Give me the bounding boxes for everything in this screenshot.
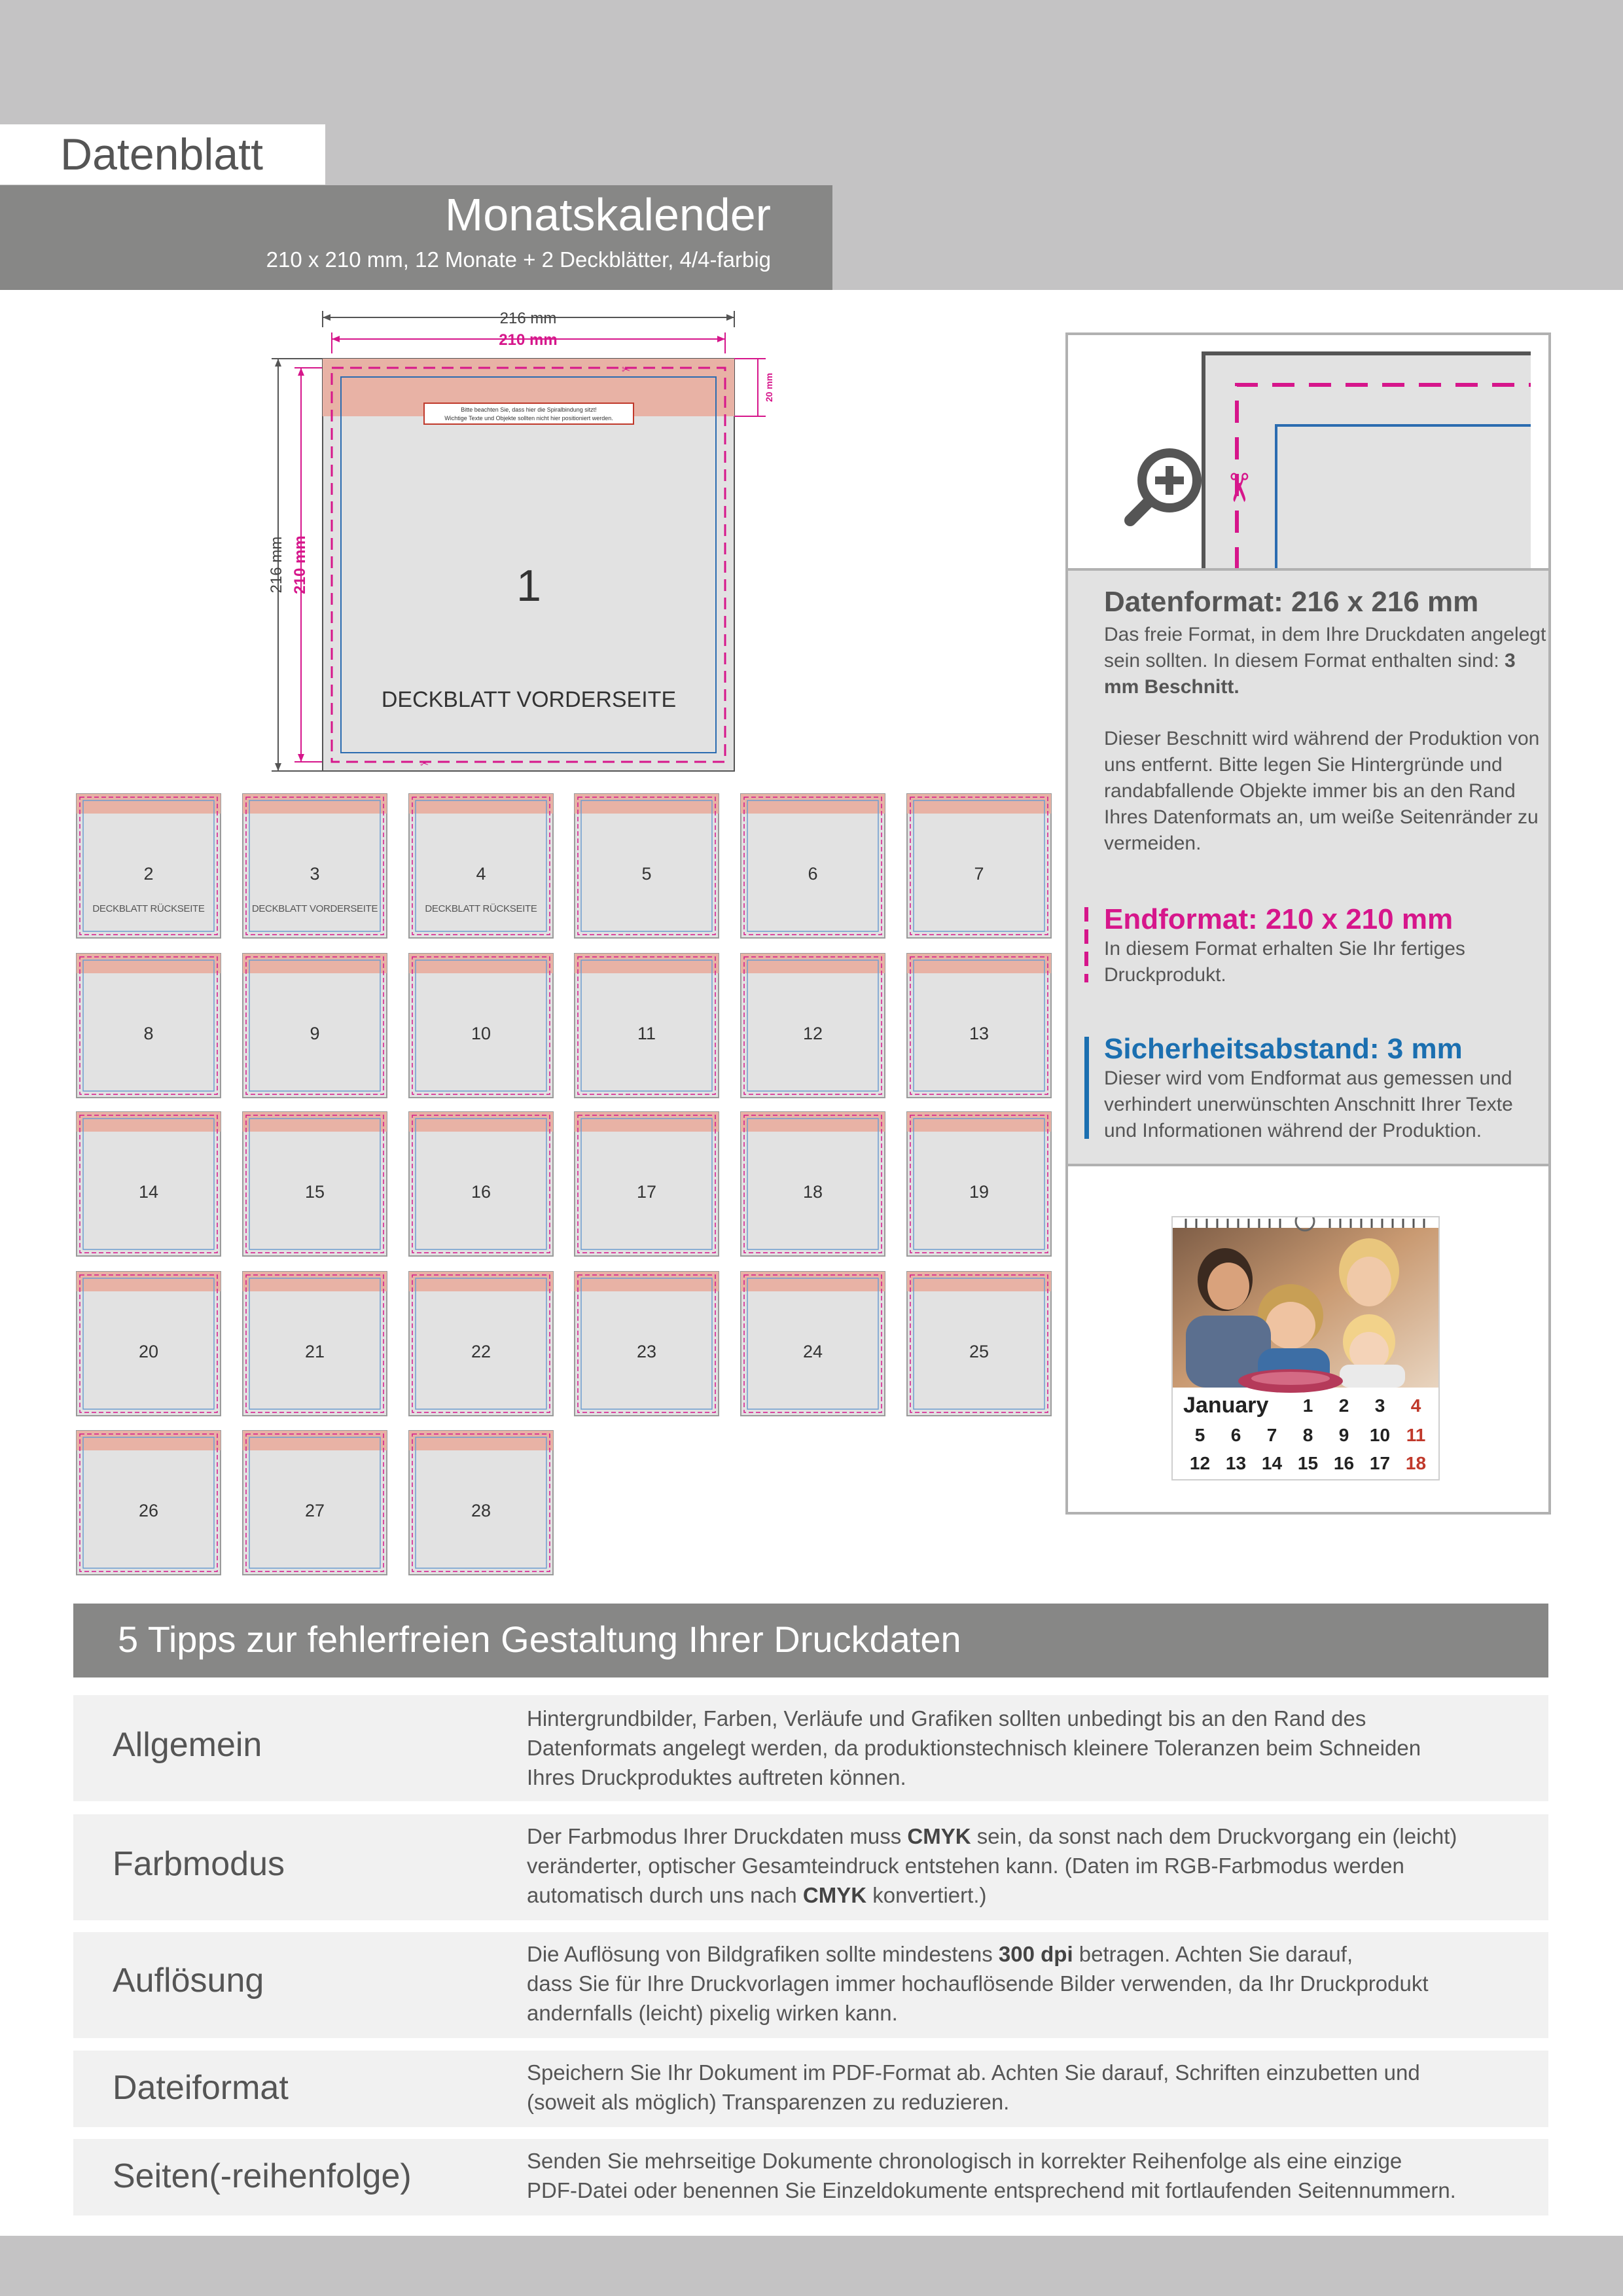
thumbnail-number: 6 — [808, 864, 818, 884]
tip-text: Die Auflösung von Bildgrafiken sollte mindestens 300 dpi betragen. Achten Sie darauf, dass Sie für Ihre Druckvorlagen immer hochauflösende Bilder verwenden, da Ihr Druckprodukt andernfalls (leicht) pixelig wirken kann. — [527, 1942, 1429, 2025]
calendar-day: 6 — [1230, 1425, 1241, 1445]
page-thumbnail — [242, 1271, 387, 1416]
page-thumbnail — [408, 1430, 554, 1575]
thumbnail-number: 4 — [476, 864, 486, 884]
thumbnail-number: 19 — [969, 1182, 990, 1202]
calendar-row — [1182, 1395, 1437, 1416]
inner-height-label: 210 mm — [291, 535, 309, 594]
page-number: 1 — [516, 561, 541, 611]
thumbnail-number: 17 — [636, 1182, 657, 1202]
thumbnail-number: 13 — [969, 1024, 990, 1043]
tip-label: Auflösung — [113, 1962, 264, 2000]
thumbnail-number: 14 — [138, 1182, 159, 1202]
page-subtitle: 210 x 210 mm, 12 Monate + 2 Deckblätter, 4/4-farbig — [266, 247, 771, 272]
thumbnail-caption: DECKBLATT VORDERSEITE — [251, 903, 378, 914]
page-thumbnail — [906, 1111, 1052, 1257]
calendar-day: 3 — [1374, 1395, 1385, 1416]
thumbnail-caption: DECKBLATT RÜCKSEITE — [92, 903, 205, 914]
calendar-day: 5 — [1194, 1425, 1205, 1445]
safety-marker — [1084, 1037, 1089, 1139]
calendar-month: January — [1183, 1393, 1269, 1418]
thumbnail-caption: DECKBLATT RÜCKSEITE — [425, 903, 537, 914]
thumbnail-number: 28 — [471, 1501, 491, 1520]
tip-label: Seiten(-reihenfolge) — [113, 2157, 412, 2195]
calendar-day: 15 — [1297, 1453, 1319, 1473]
calendar-day: 9 — [1338, 1425, 1349, 1445]
page-thumbnail — [740, 793, 885, 939]
outer-height-label: 216 mm — [268, 536, 285, 594]
page-thumbnail — [408, 1111, 554, 1257]
page-thumbnail — [242, 953, 387, 1098]
endformat-title: Endformat: 210 x 210 mm — [1104, 903, 1454, 935]
page-thumbnail — [740, 1111, 885, 1257]
inner-width-label: 210 mm — [499, 331, 558, 349]
thumbnail-number: 2 — [143, 864, 154, 884]
tip-label: Dateiformat — [113, 2069, 289, 2107]
page-thumbnail — [574, 1111, 719, 1257]
main-layout-diagram — [249, 308, 792, 779]
calendar-day: 10 — [1369, 1425, 1391, 1445]
outer-width-label: 216 mm — [499, 310, 557, 327]
calendar-day: 7 — [1266, 1425, 1277, 1445]
scissors-icon: ✂ — [622, 363, 631, 376]
thumbnail-number: 23 — [636, 1342, 657, 1361]
zoom-in-icon — [1130, 453, 1197, 520]
calendar-day: 13 — [1225, 1453, 1247, 1473]
thumbnail-number: 24 — [802, 1342, 823, 1361]
thumbnail-number: 20 — [138, 1342, 159, 1361]
page-thumbnail — [76, 953, 221, 1098]
calendar-day: 1 — [1302, 1395, 1313, 1416]
page-thumbnail — [574, 1271, 719, 1416]
page-thumbnail — [574, 953, 719, 1098]
binding-note-line2: Wichtige Texte und Objekte sollten nicht hier positioniert werden. — [444, 415, 613, 422]
binding-note-line1: Bitte beachten Sie, dass hier die Spiralbindung sitzt! — [461, 406, 597, 413]
tip-label: Farbmodus — [113, 1845, 285, 1883]
document-label: Datenblatt — [60, 130, 263, 179]
thumbnail-number: 21 — [304, 1342, 325, 1361]
datenformat-text-2: Dieser Beschnitt wird während der Produktion von uns entfernt. Bitte legen Sie Hintergründe und randabfallende Objekte immer bis an den Rand Ihres Datenformats an, um weiße Seitenränder zu vermeiden. — [1104, 728, 1540, 854]
page-thumbnail — [242, 1430, 387, 1575]
calendar-day: 17 — [1369, 1453, 1391, 1473]
tips-title: 5 Tipps zur fehlerfreien Gestaltung Ihrer Druckdaten — [118, 1619, 961, 1660]
thumbnail-number: 8 — [143, 1024, 154, 1043]
thumbnail-number: 25 — [969, 1342, 990, 1361]
tip-text: Senden Sie mehrseitige Dokumente chronologisch in korrekter Reihenfolge als eine einzige PDF-Datei oder benennen Sie Einzeldokumente entsprechend mit fortlaufenden Seitennummern. — [527, 2149, 1456, 2202]
page-title: Monatskalender — [444, 189, 771, 240]
thumbnail-number: 11 — [637, 1024, 656, 1043]
binding-label: 20 mm — [764, 372, 774, 403]
endformat-marker — [1084, 907, 1088, 982]
thumbnail-number: 22 — [471, 1342, 491, 1361]
calendar-day: 2 — [1338, 1395, 1349, 1416]
zoom-detail-graphic — [1068, 335, 1548, 569]
calendar-day: 11 — [1406, 1425, 1426, 1445]
datenformat-text: Das freie Format, in dem Ihre Druckdaten angelegt sein sollten. In diesem Format enthalten sind: 3 mm Beschnitt. — [1104, 624, 1546, 698]
page-thumbnail — [740, 953, 885, 1098]
calendar-day: 14 — [1261, 1453, 1283, 1473]
page-thumbnail — [906, 793, 1052, 939]
page-thumbnail — [740, 1271, 885, 1416]
thumbnail-number: 26 — [138, 1501, 159, 1520]
zoom-detail — [1068, 335, 1548, 569]
tip-label: Allgemein — [113, 1726, 262, 1764]
calendar-day: 4 — [1410, 1395, 1421, 1416]
page-thumbnail — [906, 953, 1052, 1098]
calendar-day: 16 — [1333, 1453, 1355, 1473]
safety-text: Dieser wird vom Endformat aus gemessen und verhindert unerwünschten Anschnitt Ihrer Texte und Informationen während der Produktion. — [1104, 1067, 1513, 1141]
divider — [1068, 1164, 1548, 1166]
calendar-day: 12 — [1189, 1453, 1211, 1473]
thumbnail-number: 16 — [471, 1182, 491, 1202]
calendar-row — [1182, 1425, 1437, 1446]
tip-text: Speichern Sie Ihr Dokument im PDF-Format ab. Achten Sie darauf, Schriften einzubetten und (soweit als möglich) Transparenzen zu reduzieren. — [527, 2060, 1420, 2114]
page-thumbnail — [242, 793, 387, 939]
scissors-icon: ✂ — [1215, 471, 1261, 505]
tip-text: Hintergrundbilder, Farben, Verläufe und Grafiken sollten unbedingt bis an den Rand des Datenformats angelegt werden, da produktionstechnisch kleinere Toleranzen beim Schneiden Ihres Druckproduktes auftreten können. — [527, 1706, 1421, 1789]
footer-band — [0, 2236, 1623, 2296]
thumbnail-number: 18 — [802, 1182, 823, 1202]
header-band — [0, 0, 1623, 124]
endformat-text: In diesem Format erhalten Sie Ihr fertiges Druckprodukt. — [1104, 938, 1465, 986]
thumbnail-number: 27 — [304, 1501, 325, 1520]
thumbnail-number: 15 — [304, 1182, 325, 1202]
page-thumbnail — [408, 953, 554, 1098]
page-thumbnail — [408, 793, 554, 939]
datenformat-title: Datenformat: 216 x 216 mm — [1104, 586, 1479, 618]
thumbnail-number: 7 — [974, 864, 984, 884]
page-thumbnail — [76, 793, 221, 939]
thumbnail-number: 5 — [641, 864, 652, 884]
calendar-day: 18 — [1405, 1453, 1427, 1473]
page-caption: DECKBLATT VORDERSEITE — [381, 687, 677, 712]
tip-text: Der Farbmodus Ihrer Druckdaten muss CMYK sein, da sonst nach dem Druckvorgang ein (leicht) veränderter, optischer Gesamteindruck entstehen kann. (Daten im RGB-Farbmodus werden automatisch durch uns nach CMYK konvertiert.) — [527, 1824, 1457, 1907]
calendar-day: 8 — [1302, 1425, 1313, 1445]
safety-title: Sicherheitsabstand: 3 mm — [1104, 1033, 1463, 1065]
page-thumbnail — [242, 1111, 387, 1257]
thumbnail-number: 12 — [802, 1024, 823, 1043]
page-thumbnail — [408, 1271, 554, 1416]
thumbnail-number: 10 — [471, 1024, 491, 1043]
page-thumbnail — [76, 1271, 221, 1416]
scissors-icon: ✂ — [420, 757, 429, 770]
thumbnail-number: 3 — [310, 864, 320, 884]
calendar-row — [1182, 1453, 1437, 1474]
page-thumbnail — [76, 1430, 221, 1575]
thumbnail-number: 9 — [310, 1024, 320, 1043]
page-thumbnail — [574, 793, 719, 939]
page-thumbnail — [906, 1271, 1052, 1416]
page-thumbnail — [76, 1111, 221, 1257]
